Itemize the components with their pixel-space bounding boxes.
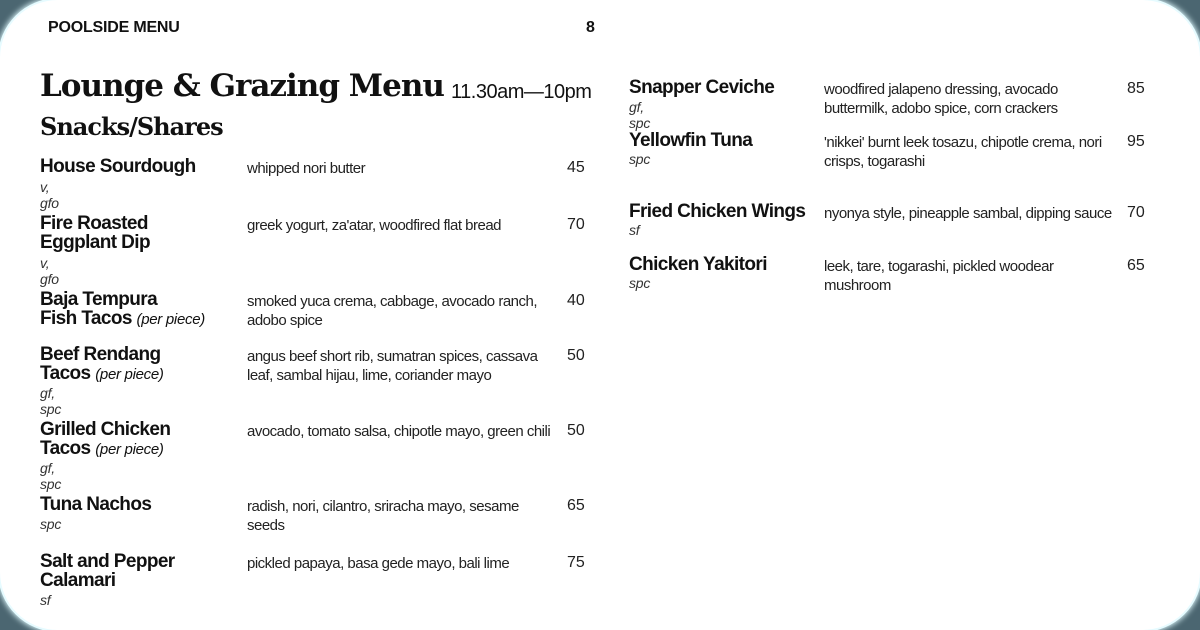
item-price: 50 [567,422,585,439]
item-description: radish, nori, cilantro, sriracha mayo, sesame seeds [247,498,519,534]
item-name: Tuna Nachos [40,494,152,515]
item-price: 65 [1127,257,1145,274]
item-name: Fire Roasted Eggplant Dip [40,213,150,253]
item-name: Grilled Chicken Tacos (per piece) [40,419,171,459]
item-name: Yellowfin Tuna [629,130,753,151]
dietary-tags: spc [629,275,651,291]
item-name: Chicken Yakitori [629,254,767,275]
item-name: Fried Chicken Wings [629,201,806,222]
item-name: Beef Rendang Tacos (per piece) [40,344,164,384]
item-price: 50 [567,347,585,364]
service-hours: 11.30am—10pm [451,81,592,103]
item-price: 65 [567,497,585,514]
item-description: woodfired jalapeno dressing, avocado buttermilk, adobo spice, corn crackers [824,81,1058,117]
dietary-tags: gf, spc [40,460,62,492]
dietary-tags: spc [629,151,651,167]
item-price: 70 [1127,204,1145,221]
dietary-tags: v, gfo [40,255,59,287]
dietary-tags: sf [40,592,51,608]
page-number: 8 [586,19,595,36]
item-description: avocado, tomato salsa, chipotle mayo, green chili [247,423,551,440]
item-description: leek, tare, togarashi, pickled woodear mushroom [824,258,1054,294]
item-price: 70 [567,216,585,233]
item-description: smoked yuca crema, cabbage, avocado ranch, adobo spice [247,293,538,329]
dietary-tags: v, gfo [40,179,59,211]
item-name: Baja Tempura Fish Tacos (per piece) [40,289,205,329]
item-description: nyonya style, pineapple sambal, dipping sauce [824,205,1112,222]
item-price: 85 [1127,80,1145,97]
item-price: 95 [1127,133,1145,150]
item-description: pickled papaya, basa gede mayo, bali lime [247,555,510,572]
item-price: 40 [567,292,585,309]
item-name: Snapper Ceviche [629,77,775,98]
item-name: Salt and Pepper Calamari [40,551,175,591]
dietary-tags: gf, spc [40,385,62,417]
menu-title: Lounge & Grazing Menu [40,68,444,104]
item-price: 75 [567,554,585,571]
dietary-tags: sf [629,222,640,238]
item-name: House Sourdough [40,156,196,177]
item-price: 45 [567,159,585,176]
category-title: Snacks/Shares [40,112,223,141]
dietary-tags: spc [40,516,62,532]
item-description: greek yogurt, za'atar, woodfired flat bread [247,217,502,234]
item-description: angus beef short rib, sumatran spices, cassava leaf, sambal hijau, lime, coriander mayo [247,348,538,384]
item-description: whipped nori butter [247,160,366,177]
item-description: 'nikkei' burnt leek tosazu, chipotle crema, nori crisps, togarashi [824,134,1102,170]
section-header: POOLSIDE MENU [48,19,180,36]
dietary-tags: gf, spc [629,99,651,131]
